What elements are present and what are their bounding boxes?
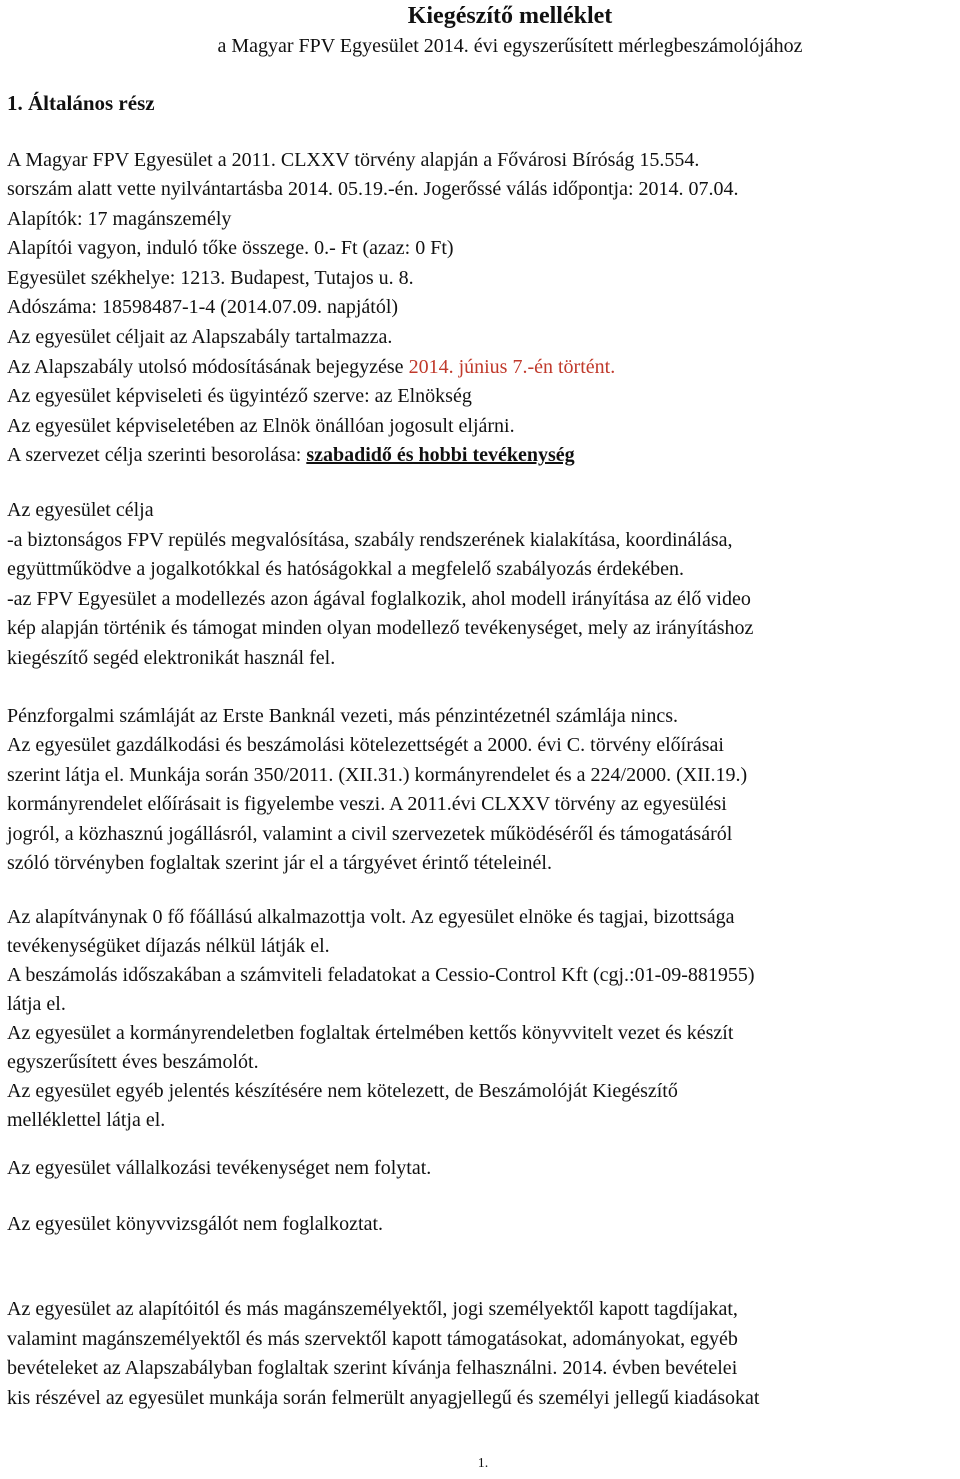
staff-line-2: tevékenységüket díjazás nélkül látják el.: [7, 935, 330, 957]
auditor-line: Az egyesület könyvvizsgálót nem foglalkoztat.: [7, 1213, 384, 1235]
statute-modification-label: Az Alapszabály utolsó módosításának bejegyzése: [7, 356, 409, 378]
bookkeeping-line-2: egyszerűsített éves beszámolót.: [7, 1051, 259, 1073]
finance-line-1: Pénzforgalmi számláját az Erste Banknál vezeti, más pénzintézetnél számlája nincs.: [7, 705, 679, 727]
page-number: 1.: [477, 1456, 489, 1471]
classification-value: szabadidő és hobbi tevékenység: [306, 444, 575, 466]
representation-line: Az egyesület képviseletében az Elnök önállóan jogosult eljárni.: [7, 415, 515, 437]
goal-p1-line-1: -a biztonságos FPV repülés megvalósítása, szabály rendszerének kialakítása, koordinálása,: [7, 529, 733, 551]
finance-line-3: szerint látja el. Munkája során 350/2011. (XII.31.) kormányrendelet és a 224/2000. (XII.19.): [7, 764, 748, 786]
goals-ref-line: Az egyesület céljait az Alapszabály tartalmazza.: [7, 326, 393, 348]
finance-line-4: kormányrendelet előírásait is figyelembe veszi. A 2011.évi CLXXV törvény az egyesülési: [7, 793, 727, 815]
general-line-2: sorszám alatt vette nyilvántartásba 2014. 05.19.-én. Jogerőssé válás időpontja: 2014. 07.04.: [7, 178, 739, 200]
income-line-2: valamint magánszemélyektől és más szervektől kapott támogatásokat, adományokat, egyéb: [7, 1328, 738, 1350]
general-line-1: A Magyar FPV Egyesület a 2011. CLXXV törvény alapján a Fővárosi Bíróság 15.554.: [7, 149, 700, 171]
statute-modification-line: [7, 354, 615, 380]
report-line-1: Az egyesület egyéb jelentés készítésére nem kötelezett, de Beszámolóját Kiegészítő: [7, 1080, 678, 1102]
goal-heading: Az egyesület célja: [7, 499, 154, 521]
classification-label: A szervezet célja szerinti besorolása:: [7, 444, 307, 466]
document-title: Kiegészítő melléklet: [407, 3, 613, 29]
document-subtitle: a Magyar FPV Egyesület 2014. évi egyszerűsített mérlegbeszámolójához: [217, 35, 803, 57]
tax-number-line: Adószáma: 18598487-1-4 (2014.07.09. napjától): [7, 296, 399, 318]
business-activity-line: Az egyesület vállalkozási tevékenységet nem folytat.: [7, 1157, 432, 1179]
income-line-3: bevételeket az Alapszabályban foglaltak szerint kívánja felhasználni. 2014. évben bevételei: [7, 1357, 738, 1379]
finance-line-5: jogról, a közhasznú jogállásról, valamint a civil szervezetek működéséről és támogatásáról: [7, 823, 733, 845]
report-line-2: melléklettel látja el.: [7, 1109, 166, 1131]
representation-organ-line: Az egyesület képviseleti és ügyintéző szerve: az Elnökség: [7, 385, 472, 407]
accounting-line-2: látja el.: [7, 993, 66, 1015]
income-line-1: Az egyesület az alapítóitól és más magánszemélyektől, jogi személyektől kapott tagdíjakat,: [7, 1298, 738, 1320]
seat-line: Egyesület székhelye: 1213. Budapest, Tutajos u. 8.: [7, 267, 414, 289]
goal-p2-line-1: -az FPV Egyesület a modellezés azon ágával foglalkozik, ahol modell irányítása az élő video: [7, 588, 751, 610]
goal-p2-line-3: kiegészítő segéd elektronikát használ fel.: [7, 647, 336, 669]
accounting-line-1: A beszámolás időszakában a számviteli feladatokat a Cessio-Control Kft (cgj.:01-09-881955): [7, 964, 755, 986]
staff-line-1: Az alapítványnak 0 fő főállású alkalmazottja volt. Az egyesület elnöke és tagjai, bizottsága: [7, 906, 735, 928]
classification-line: [7, 442, 575, 468]
finance-line-2: Az egyesület gazdálkodási és beszámolási kötelezettségét a 2000. évi C. törvény előírásai: [7, 734, 724, 756]
goal-p1-line-2: együttműködve a jogalkotókkal és hatóságokkal a megfelelő szabályozás érdekében.: [7, 558, 684, 580]
capital-line: Alapítói vagyon, induló tőke összege. 0.- Ft (azaz: 0 Ft): [7, 237, 454, 259]
statute-modification-date: 2014. június 7.-én történt.: [408, 356, 616, 378]
finance-line-6: szóló törvényben foglaltak szerint jár el a tárgyévet érintő tételeinél.: [7, 852, 552, 874]
income-line-4: kis részével az egyesület munkája során felmerült anyagjellegű és személyi jellegű kiadásokat: [7, 1387, 760, 1409]
section-heading-general: 1. Általános rész: [7, 91, 155, 115]
bookkeeping-line-1: Az egyesület a kormányrendeletben foglaltak értelmében kettős könyvvitelt vezet és készít: [7, 1022, 734, 1044]
goal-p2-line-2: kép alapján történik és támogat minden olyan modellező tevékenységet, mely az irányításhoz: [7, 617, 754, 639]
founders-line: Alapítók: 17 magánszemély: [7, 208, 232, 230]
